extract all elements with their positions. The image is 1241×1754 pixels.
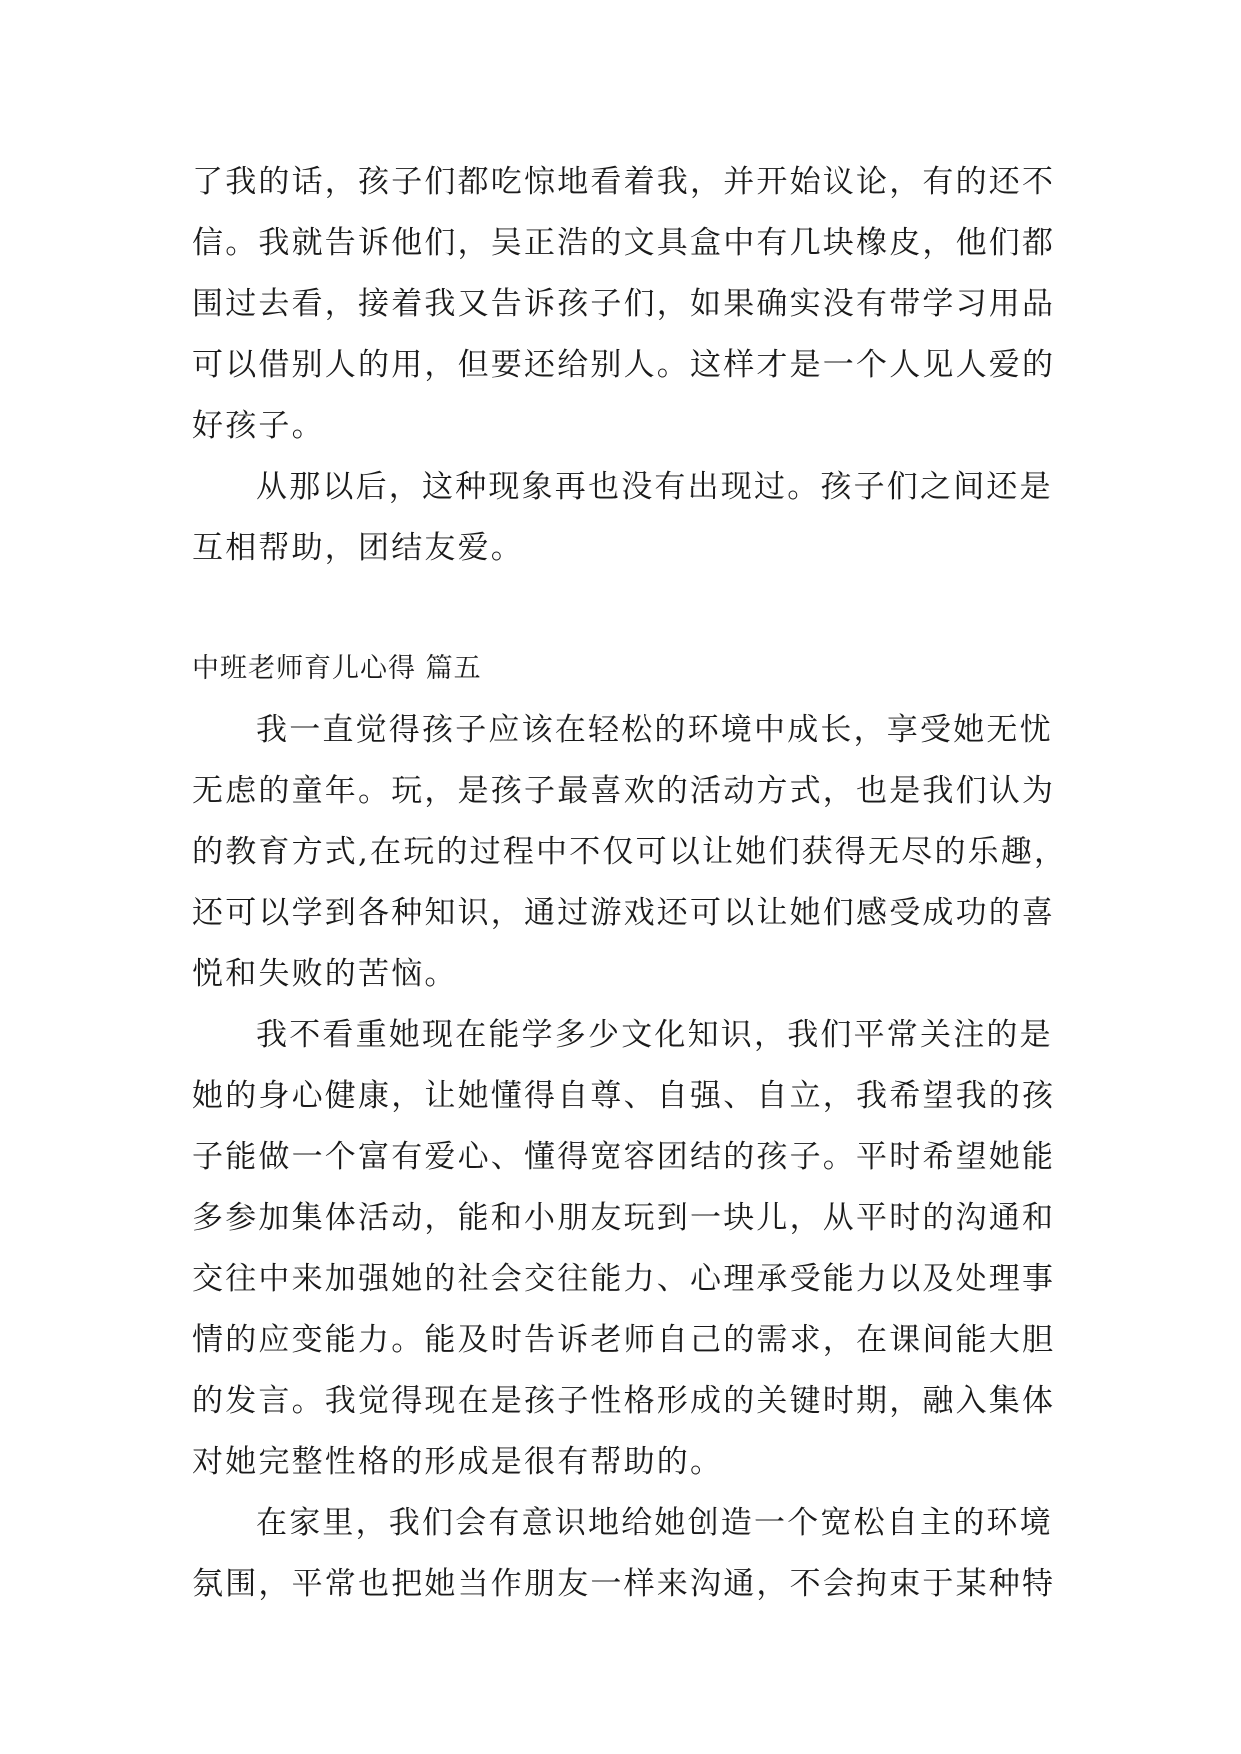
paragraph — [192, 457, 1052, 579]
text-line: 可以借别人的用，但要还给别人。这样才是一个人见人爱的 — [192, 347, 1056, 383]
text-line: 好孩子。 — [192, 408, 325, 444]
text-line: 我不看重她现在能学多少文化知识，我们平常关注的是 — [256, 1017, 1053, 1053]
text-line: 的教育方式,在玩的过程中不仅可以让她们获得无尽的乐趣， — [192, 834, 1068, 870]
text-line: 对她完整性格的形成是很有帮助的。 — [192, 1444, 724, 1480]
text-line: 她的身心健康，让她懂得自尊、自强、自立，我希望我的孩 — [192, 1078, 1056, 1114]
text-line: 还可以学到各种知识，通过游戏还可以让她们感受成功的喜 — [192, 895, 1056, 931]
text-line: 交往中来加强她的社会交往能力、心理承受能力以及处理事 — [192, 1261, 1056, 1297]
text-line: 了我的话，孩子们都吃惊地看着我，并开始议论，有的还不 — [192, 164, 1056, 200]
text-line: 氛围，平常也把她当作朋友一样来沟通，不会拘束于某种特 — [192, 1566, 1056, 1602]
section-heading: 中班老师育儿心得 篇五 — [192, 653, 482, 684]
text-line: 互相帮助，团结友爱。 — [192, 530, 524, 566]
paragraph — [192, 1493, 1056, 1615]
text-line: 无虑的童年。玩，是孩子最喜欢的活动方式，也是我们认为 — [192, 773, 1056, 809]
text-line: 围过去看，接着我又告诉孩子们，如果确实没有带学习用品 — [192, 286, 1056, 322]
text-line: 悦和失败的苦恼。 — [192, 956, 458, 992]
text-line: 在家里，我们会有意识地给她创造一个宽松自主的环境 — [256, 1505, 1053, 1541]
text-line: 多参加集体活动，能和小朋友玩到一块儿，从平时的沟通和 — [192, 1200, 1056, 1236]
paragraph — [192, 152, 1056, 457]
text-line: 信。我就告诉他们，吴正浩的文具盒中有几块橡皮，他们都 — [192, 225, 1056, 261]
document-body — [192, 152, 1068, 1615]
section-spacer — [192, 579, 1052, 638]
paragraph — [192, 700, 1068, 1005]
text-line: 从那以后，这种现象再也没有出现过。孩子们之间还是 — [256, 469, 1053, 505]
text-line: 的发言。我觉得现在是孩子性格形成的关键时期，融入集体 — [192, 1383, 1056, 1419]
paragraph — [192, 1005, 1056, 1493]
text-line: 情的应变能力。能及时告诉老师自己的需求，在课间能大胆 — [192, 1322, 1056, 1358]
text-line: 子能做一个富有爱心、懂得宽容团结的孩子。平时希望她能 — [192, 1139, 1056, 1175]
text-line: 我一直觉得孩子应该在轻松的环境中成长，享受她无忧 — [256, 712, 1053, 748]
